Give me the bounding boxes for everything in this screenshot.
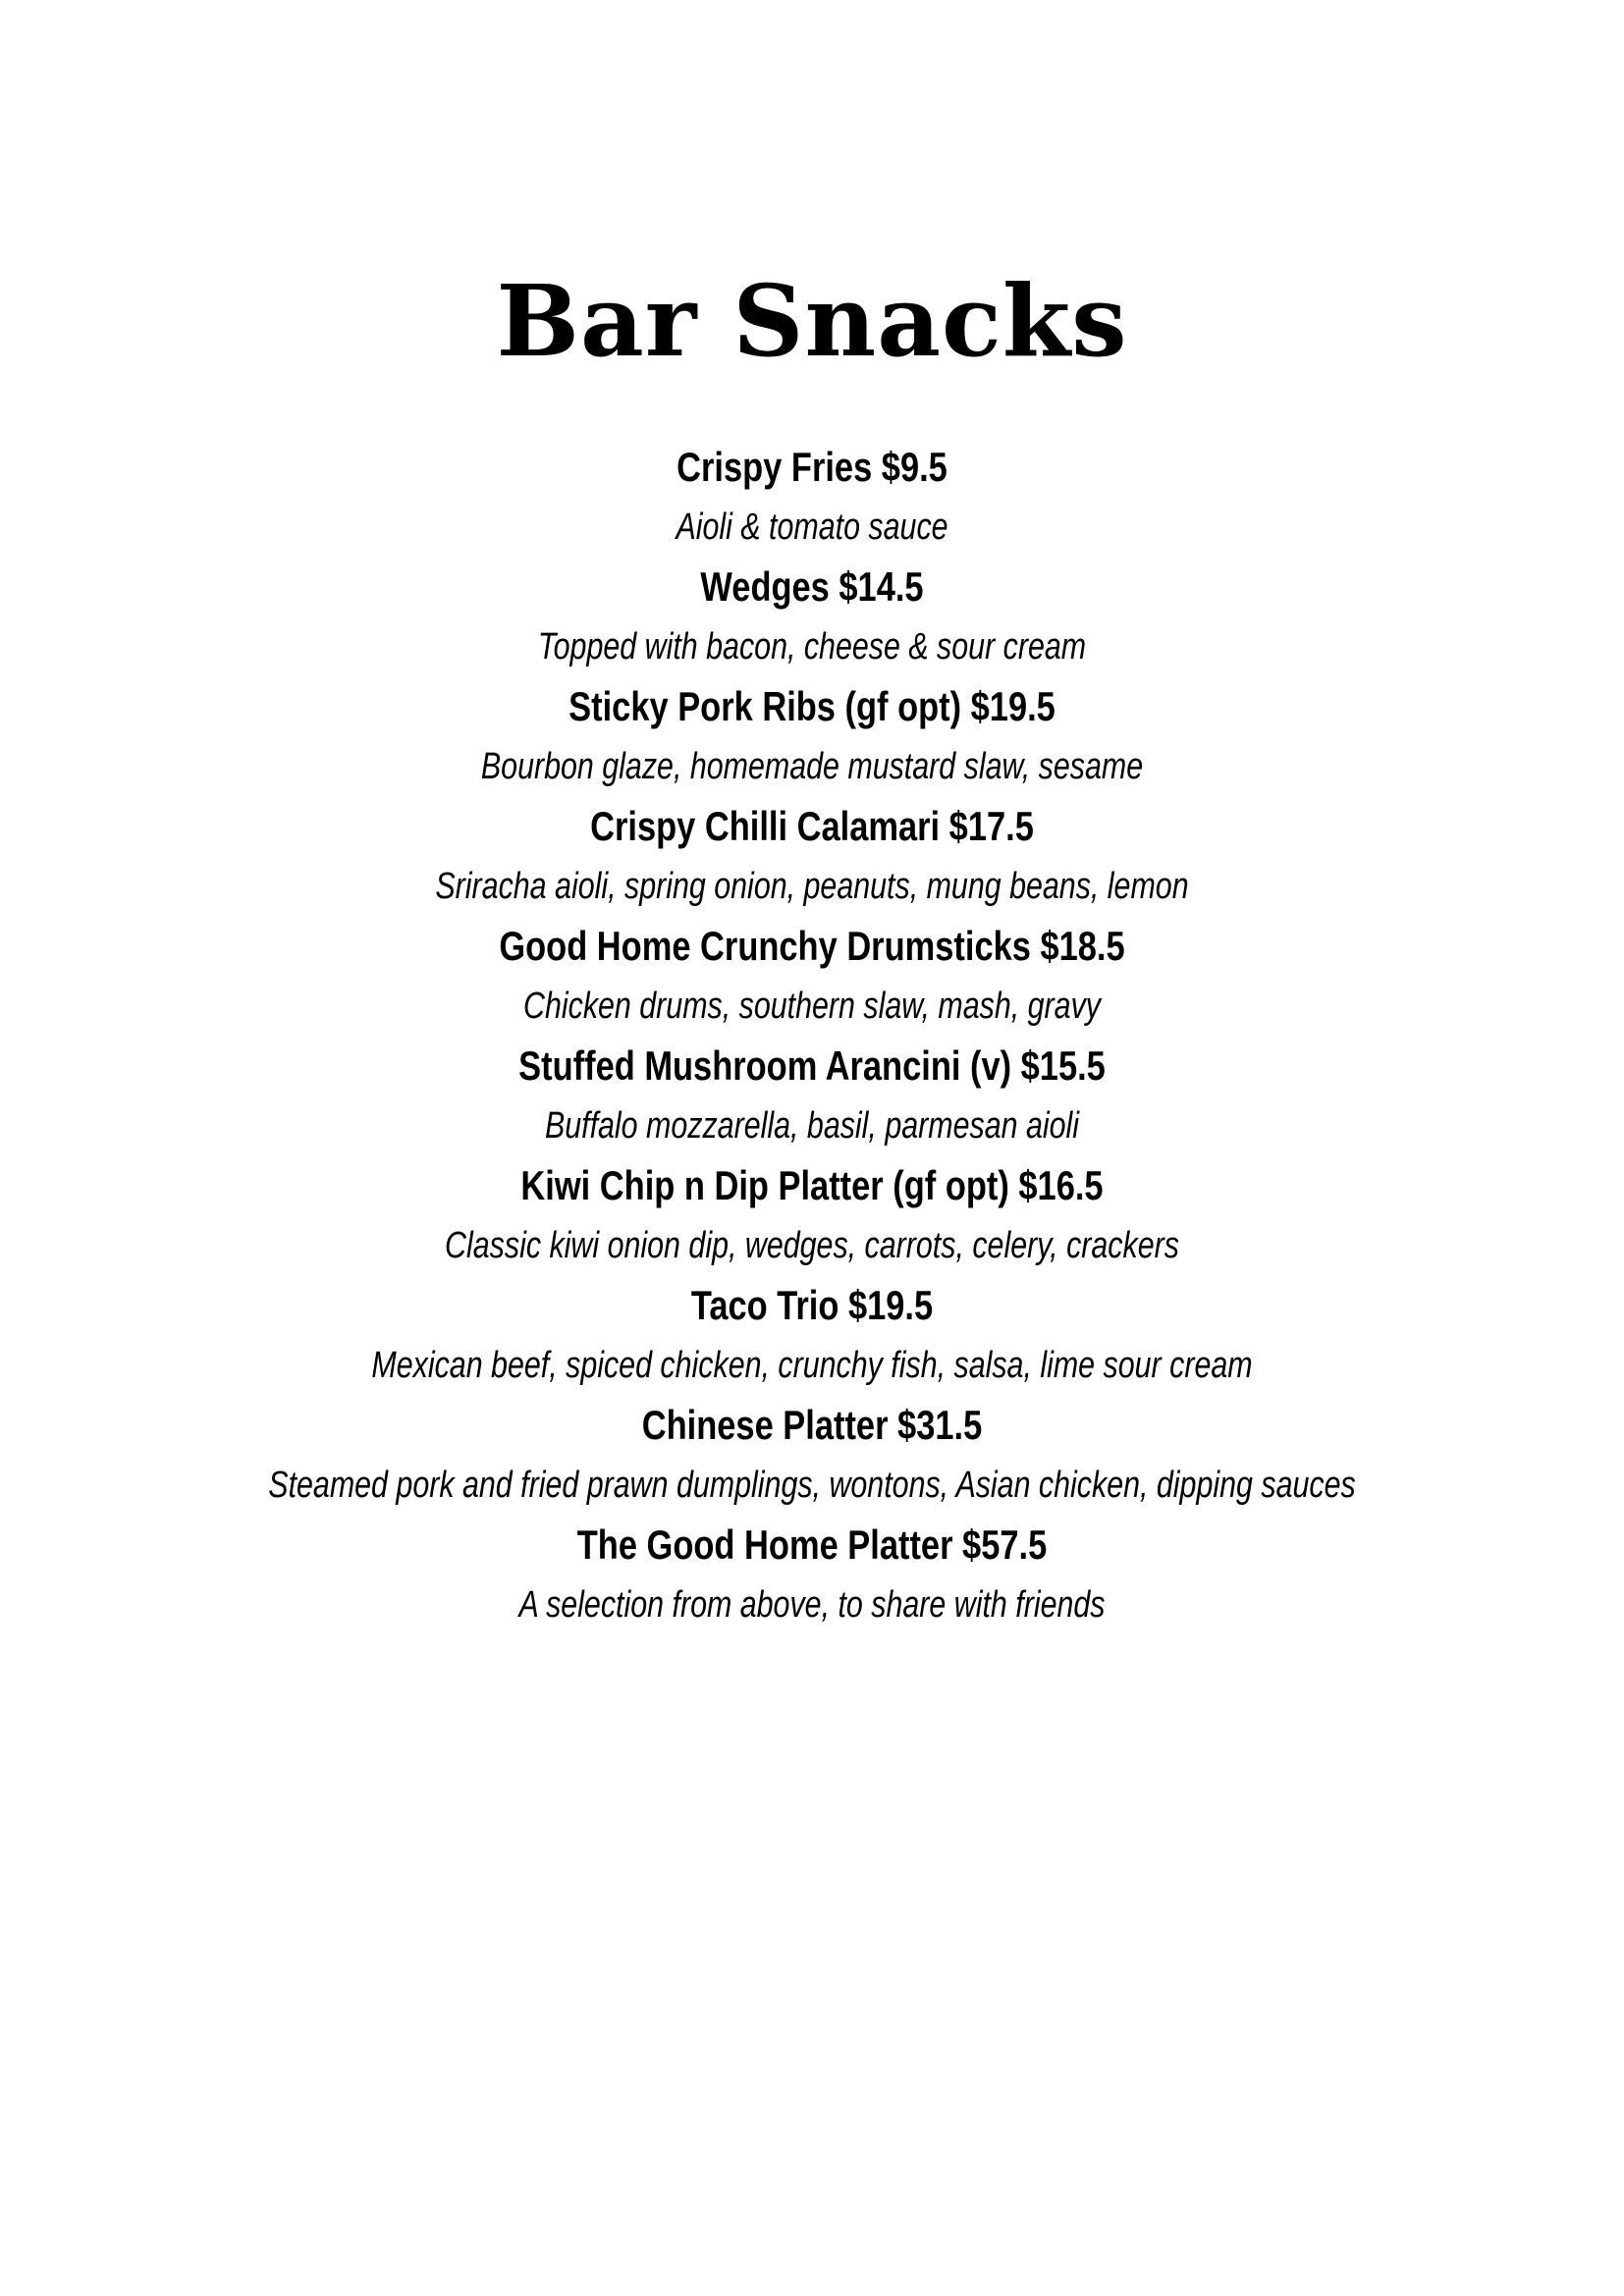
menu-item-description: A selection from above, to share with friends: [518, 1584, 1106, 1626]
menu-item: [0, 438, 1624, 558]
menu-item-description: Topped with bacon, cheese & sour cream: [537, 626, 1087, 667]
menu-item-name: The Good Home Platter $57.5: [576, 1522, 1048, 1568]
menu-item-description: Mexican beef, spiced chicken, crunchy fish, salsa, lime sour cream: [371, 1345, 1253, 1386]
menu-item-name: Good Home Crunchy Drumsticks $18.5: [499, 923, 1125, 969]
menu-item: [0, 917, 1624, 1037]
menu-item-description: Chicken drums, southern slaw, mash, gravy: [523, 986, 1101, 1027]
menu-item-description: Steamed pork and fried prawn dumplings, wontons, Asian chicken, dipping sauces: [268, 1465, 1356, 1506]
menu-item-description: Sriracha aioli, spring onion, peanuts, mung beans, lemon: [435, 866, 1189, 907]
menu-item-description: Buffalo mozzarella, basil, parmesan aioli: [544, 1105, 1080, 1147]
menu-item-name: Taco Trio $19.5: [690, 1282, 934, 1328]
menu-item-name: Sticky Pork Ribs (gf opt) $19.5: [568, 683, 1056, 729]
menu-item-name: Crispy Chilli Calamari $17.5: [590, 803, 1034, 849]
menu-item: [0, 1276, 1624, 1396]
menu-item: [0, 1396, 1624, 1516]
page-title: Bar Snacks: [496, 263, 1128, 379]
menu-item-name: Stuffed Mushroom Arancini (v) $15.5: [518, 1042, 1106, 1089]
menu-item-description: Aioli & tomato sauce: [676, 507, 948, 548]
menu-item: [0, 677, 1624, 797]
menu-item-name: Crispy Fries $9.5: [677, 444, 947, 490]
menu-item-description: Bourbon glaze, homemade mustard slaw, sesame: [480, 746, 1144, 787]
menu-item-name: Chinese Platter $31.5: [641, 1402, 983, 1448]
menu-item-name: Kiwi Chip n Dip Platter (gf opt) $16.5: [520, 1162, 1104, 1208]
menu-item: [0, 1037, 1624, 1156]
menu-item: [0, 1516, 1624, 1635]
menu-item-name: Wedges $14.5: [700, 563, 924, 610]
menu-item: [0, 1156, 1624, 1276]
menu-item: [0, 558, 1624, 677]
menu-item-description: Classic kiwi onion dip, wedges, carrots, celery, crackers: [445, 1225, 1179, 1266]
menu-list: [0, 438, 1624, 1635]
menu-item: [0, 797, 1624, 917]
